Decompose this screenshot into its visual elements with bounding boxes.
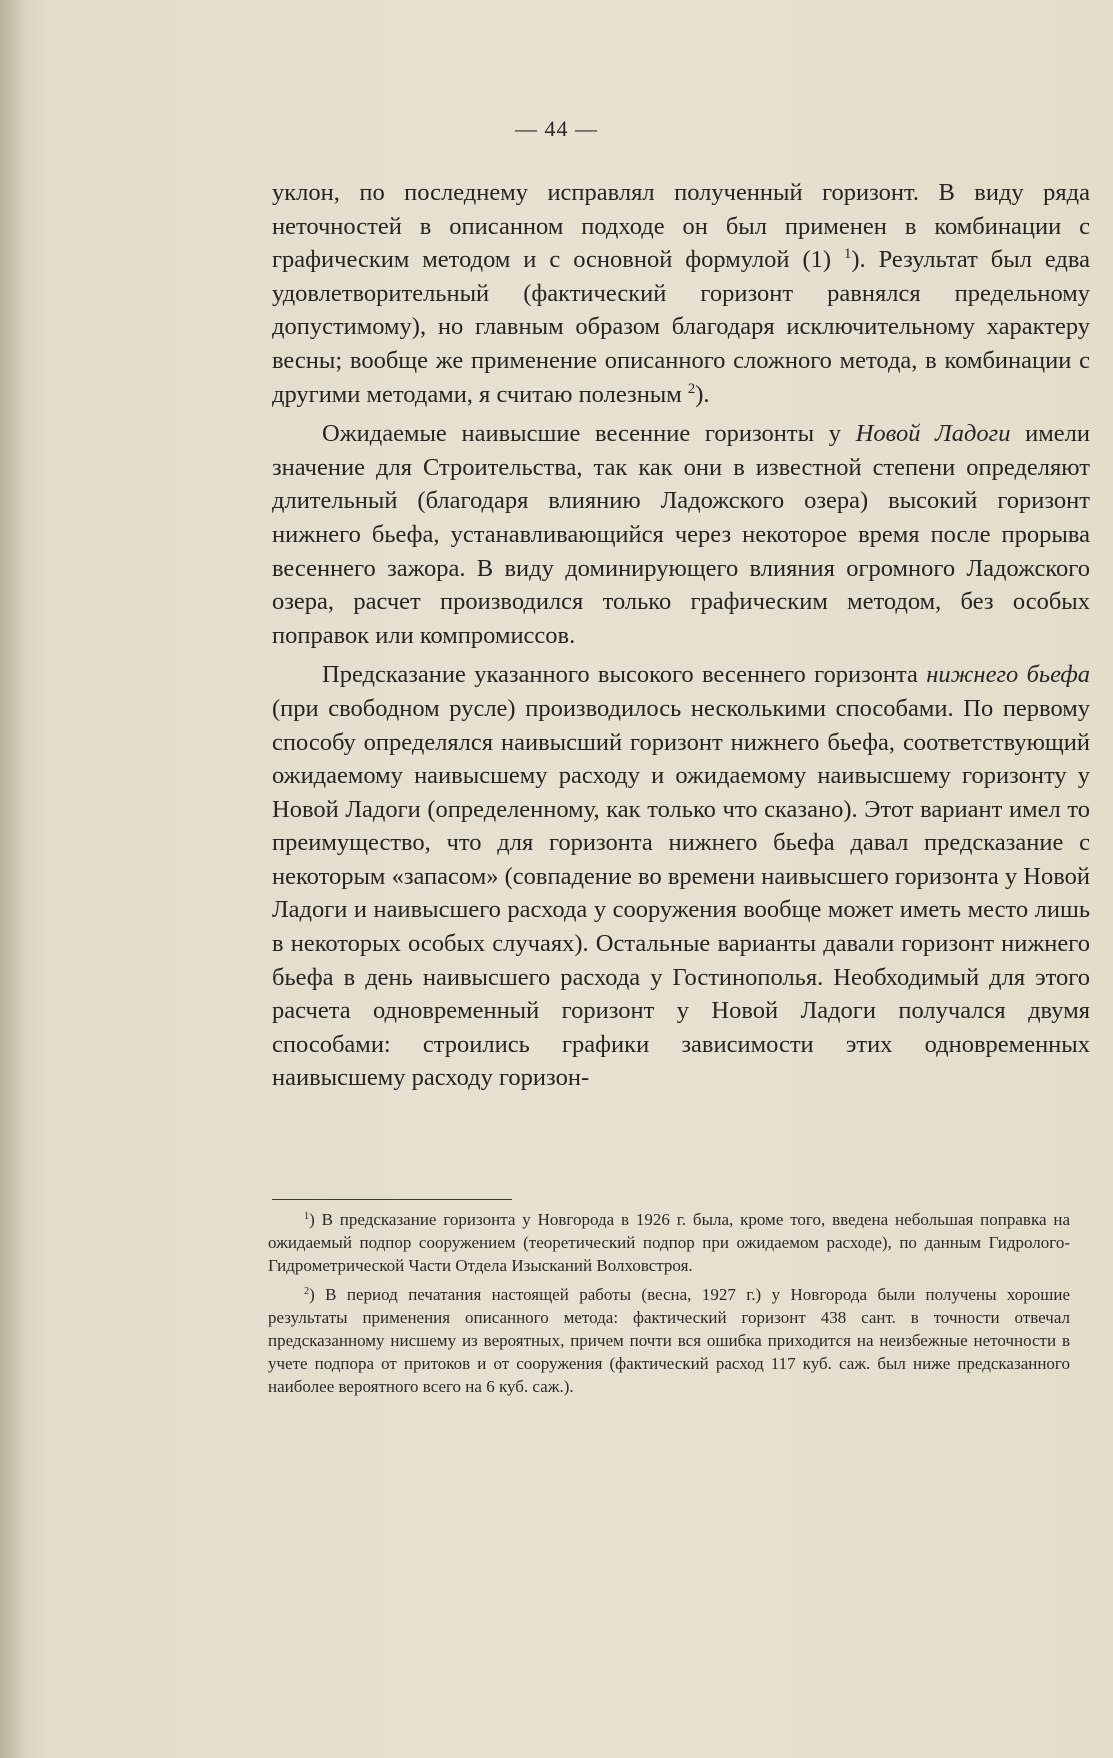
- paragraph-2: [272, 417, 1090, 652]
- footnote-1-marker: 1: [304, 1210, 310, 1222]
- paragraph-2-italic: Новой Ладоги: [855, 420, 1011, 448]
- paragraph-1-text-b: ). Результат был едва удовлетворительный (фактический горизонт равнялся предельному допустимому), но главным образом благодаря исключительному характеру весны; вообще же применение описанного сложного метода, в комбинации с другими методами, я считаю полезным: [272, 246, 1091, 408]
- footnotes: [268, 1208, 1070, 1399]
- paragraph-3-italic: нижнего бьефа: [926, 661, 1090, 689]
- paragraph-1: [272, 176, 1090, 411]
- footnote-1: [268, 1208, 1070, 1278]
- body-text: [272, 176, 1090, 1095]
- paragraph-1-text-a: уклон, по последнему исправлял полученный горизонт. В виду ряда неточностей в описанном подходе он был применен в комбинации с графическим методом и с основной формулой (1): [272, 179, 1090, 274]
- paragraph-2-text-a: Ожидаемые наивысшие весенние горизонты у: [322, 420, 856, 448]
- footnote-separator: [272, 1199, 512, 1200]
- footnote-ref-2: 2: [687, 380, 696, 397]
- page-number: — 44 —: [515, 116, 598, 141]
- paragraph-3: [272, 658, 1090, 1095]
- paragraph-3-text-a: Предсказание указанного высокого весеннего горизонта: [322, 661, 927, 689]
- paragraph-2-text-b: имели значение для Строительства, так как они в известной степени определяют длительный (благодаря влиянию Ладожского озера) высокий горизонт нижнего бьефа, устанавливающийся через некоторое время после прорыва весеннего зажора. В виду доминирующего влияния огромного Ладожского озера, расчет производился только графическим методом, без особых поправок или компромиссов.: [272, 420, 1091, 649]
- footnote-2: [268, 1283, 1070, 1399]
- footnote-2-marker: 2: [304, 1285, 310, 1297]
- paragraph-3-text-b: (при свободном русле) производилось несколькими способами. По первому способу определялся наивысший горизонт нижнего бьефа, соответствующий ожидаемому наивысшему расходу и ожидаемому наивысшему горизонту у Новой Ладоги (определенному, как только что сказано). Этот вариант имел то преимущество, что для горизонта нижнего бьефа давал предсказание с некоторым «запасом» (совпадение во времени наивысшего горизонта у Новой Ладоги и наивысшего расхода у сооружения вообще может иметь место лишь в некоторых особых случаях). Остальные варианты давали горизонт нижнего бьефа в день наивысшего расхода у Гостинополья. Необходимый для этого расчета одновременный горизонт у Новой Ладоги получался двумя способами: строились графики зависимости этих одновременных наивысшему расходу горизон-: [272, 694, 1090, 1092]
- footnote-2-text: ) В период печатания настоящей работы (весна, 1927 г.) у Новгорода были получены хорошие результаты применения описанного метода: фактический горизонт 438 сант. в точности отвечал предсказанному нисшему из вероятных, причем почти вся ошибка приходится на неизбежные неточности в учете подпора от притоков и от сооружения (фактический расход 117 куб. саж. был ниже предсказанного наиболее вероятного всего на 6 куб. саж.).: [268, 1284, 1070, 1397]
- footnote-1-text: ) В предсказание горизонта у Новгорода в 1926 г. была, кроме того, введена небольшая поправка на ожидаемый подпор сооружением (теоретический подпор при ожидаемом расходе), по данным Гидролого-Гидрометрической Части Отдела Изысканий Волховстроя.: [268, 1210, 1070, 1276]
- page-edge: [0, 0, 22, 1758]
- footnote-ref-1: 1: [844, 246, 852, 263]
- paragraph-1-text-c: ).: [695, 380, 710, 408]
